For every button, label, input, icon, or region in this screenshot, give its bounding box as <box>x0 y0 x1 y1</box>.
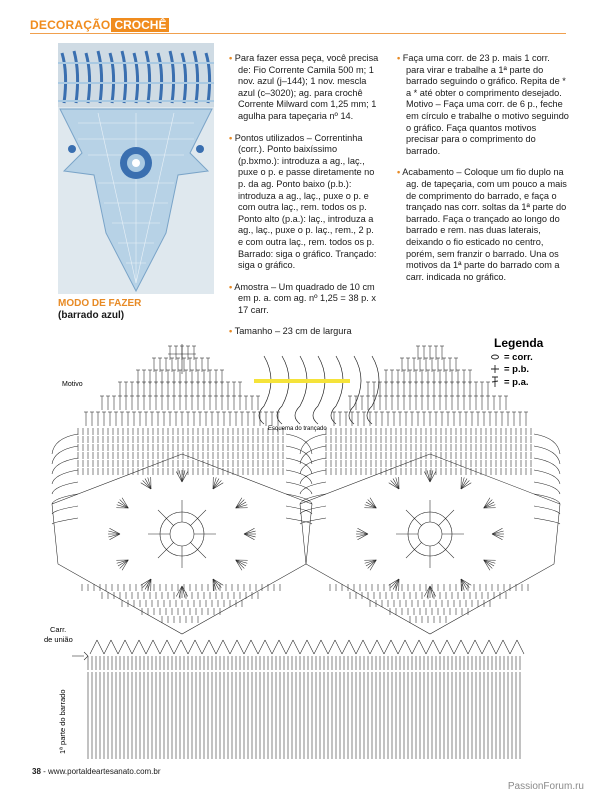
chain-symbol-icon <box>492 355 499 359</box>
border-part-1-drawing <box>72 640 524 759</box>
stitches-text: Pontos utilizados – Correntinha (corr.). Ponto baixíssimo (p.bxmo.): introduza a ag., laç., puxe o p. e passe diretamente no p. da ag. Ponto baixo (p.b.): introduza a ag., laç., puxe o p. e com outra laç., rem. todos os p. Ponto alto (p.a.): laç., introduza a ag., laç., puxe o p. laç., rem., 2 p. e com outra laç., rem. todos os p. Barrado: siga o gráfico. Trançado: siga o gráfico. <box>234 132 377 271</box>
bullet-icon: • <box>229 53 233 63</box>
page-number: 38 <box>32 767 41 776</box>
sample-text: Amostra – Um quadrado de 10 cm em p. a. com ag. nº 1,25 = 38 p. x 17 carr. <box>234 281 376 315</box>
legend-title: Legenda <box>494 336 544 350</box>
legend-chain: = corr. <box>504 352 533 363</box>
braid-label: Esquema do trançado <box>268 426 327 432</box>
finishing-paragraph <box>397 167 569 283</box>
text-column-left <box>229 53 379 348</box>
motif-label: Motivo <box>62 381 83 388</box>
bullet-icon: • <box>229 326 233 337</box>
bullet-icon: • <box>229 132 233 143</box>
section-title: DECORAÇÃO <box>30 18 111 32</box>
section-header <box>30 18 169 32</box>
finishing-text: Acabamento – Coloque um fio duplo na ag. de tapeçaria, com um pouco a mais de comprimento do barrado, e faça o trançado nas corr. soltas da 1ª parte do barrado. Faça o trançado ao longo do barrado e rem. nas duas laterais, deixando o fio esticado no centro, porém, sem franzir o barrado. Una os motivos da 1ª parte do barrado com a carr. indicada no gráfico. <box>402 167 567 282</box>
join-label-2: de união <box>44 635 73 644</box>
bullet-icon: • <box>397 167 401 178</box>
materials-text: Para fazer essa peça, você precisa de: Fio Corrente Camila 500 m; 1 nov. azul (j–144); 1 nov. mescla azul (c–3020); ag. para crochê Corrente Milward com 1,25 mm; 1 agulha para tapeçaria nº 14. <box>234 53 379 121</box>
double-crochet-symbol-icon <box>492 377 498 387</box>
product-photo <box>58 43 214 294</box>
bullet-icon: • <box>397 53 401 63</box>
legend <box>491 336 544 388</box>
bullet-icon: • <box>229 281 233 292</box>
braid-sketch <box>254 356 379 424</box>
legend-single: = p.b. <box>504 364 530 375</box>
part-label: 1ª parte do barrado <box>58 689 67 754</box>
join-label-1: Carr. <box>50 625 67 634</box>
instructions-paragraph <box>397 53 569 157</box>
section-tag: CROCHÊ <box>111 18 169 32</box>
crochet-photo-illustration <box>58 43 214 294</box>
caption-title: MODO DE FAZER <box>58 298 142 309</box>
instructions-text: Faça uma corr. de 23 p. mais 1 corr. para virar e trabalhe a 1ª parte do barrado seguindo o gráfico. Repita de * a * até obter o comprimento desejado. Motivo – Faça uma corr. de 6 p., feche em círculo e trabalhe o motivo seguindo o gráfico. Faça quantos motivos precisar para o comprimento do barrado. <box>402 53 569 156</box>
motif-left-drawing <box>52 346 312 634</box>
crochet-chart <box>32 334 572 759</box>
page-footer <box>32 767 161 776</box>
caption-subtitle: (barrado azul) <box>58 310 125 321</box>
header-rule <box>30 33 566 34</box>
size-text: Tamanho – 23 cm de largura <box>234 326 352 337</box>
motif-right-drawing <box>300 346 560 634</box>
single-crochet-symbol-icon <box>491 365 499 373</box>
chart-drawing <box>52 346 560 759</box>
legend-double: = p.a. <box>504 377 529 388</box>
watermark: PassionForum.ru <box>507 781 584 792</box>
stitches-paragraph <box>229 133 379 272</box>
footer-site: - www.portaldeartesanato.com.br <box>40 767 161 776</box>
sample-paragraph <box>229 282 379 317</box>
materials-paragraph <box>229 53 379 123</box>
text-column-right <box>397 53 569 293</box>
